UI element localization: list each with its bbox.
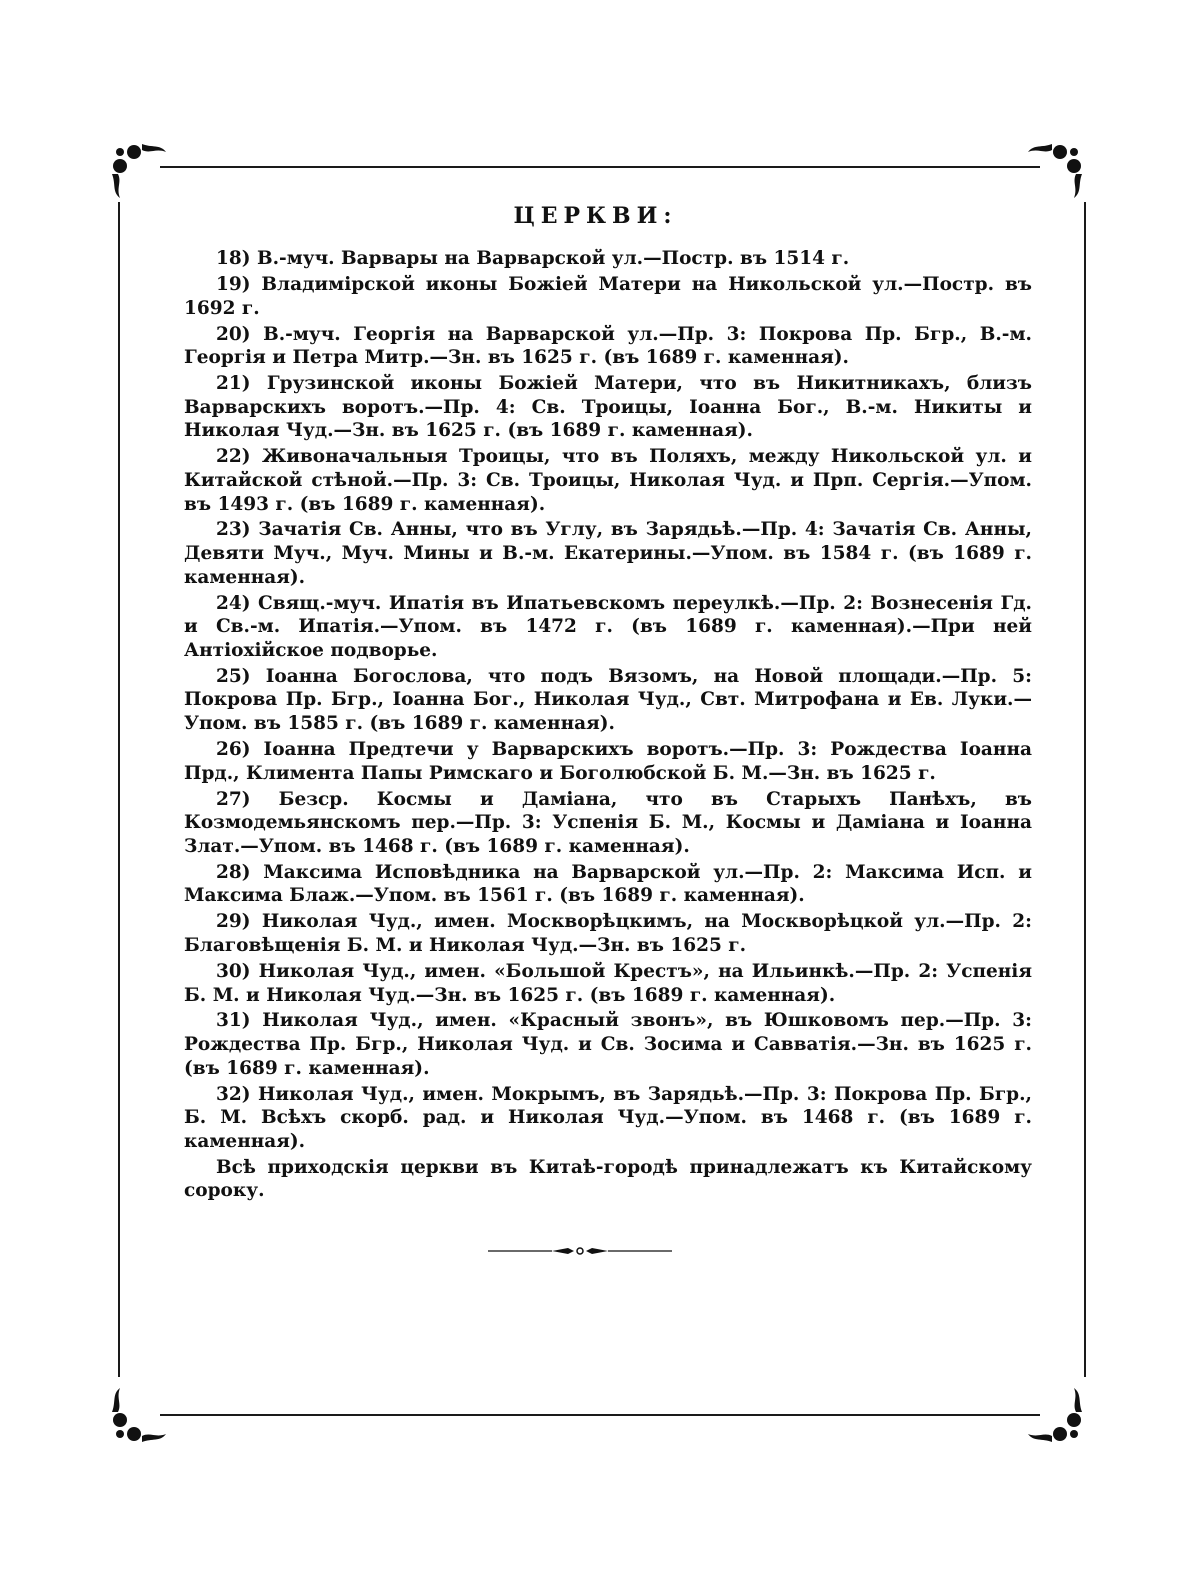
list-item: 20) В.-муч. Георгія на Варварской ул.—Пр. 3: Покрова Пр. Бгр., В.-м. Георгія и Петра Митр.—Зн. въ 1625 г. (въ 1689 г. каменная). <box>184 323 1032 369</box>
list-item: 21) Грузинской иконы Божіей Матери, что въ Никитникахъ, близъ Варварскихъ воротъ.—Пр. 4: Св. Троицы, Іоанна Бог., В.-м. Никиты и Николая Чуд.—Зн. въ 1625 г. (въ 1689 г. каменная). <box>184 373 1032 442</box>
list-item: 28) Максима Исповѣдника на Варварской ул.—Пр. 2: Максима Исп. и Максима Блаж.—Упом. въ 1561 г. (въ 1689 г. каменная). <box>184 861 1032 907</box>
list-item: 18) В.-муч. Варвары на Варварской ул.—Постр. въ 1514 г. <box>216 248 850 269</box>
list-item: 19) Владимірской иконы Божіей Матери на Никольской ул.—Постр. въ 1692 г. <box>184 273 1032 319</box>
list-item: 26) Іоанна Предтечи у Варварскихъ воротъ.—Пр. 3: Рождества Іоанна Прд., Климента Папы Римскаго и Боголюбской Б. М.—Зн. въ 1625 г. <box>184 739 1032 784</box>
frame-left-border <box>118 202 120 1377</box>
divider-ornament-icon <box>488 1244 672 1258</box>
corner-ornament-top-left-icon <box>106 138 170 202</box>
list-item: 31) Николая Чуд., имен. «Красный звонъ», въ Юшковомъ пер.—Пр. 3: Рождества Пр. Бгр., Николая Чуд. и Св. Зосима и Савватія.—Зн. въ 1625 г. (въ 1689 г. каменная). <box>184 1010 1032 1079</box>
page-title: ЦЕРКВИ: <box>513 203 678 229</box>
church-list <box>184 247 1032 1203</box>
corner-ornament-bottom-left-icon <box>106 1384 170 1448</box>
list-item: 30) Николая Чуд., имен. «Большой Крестъ», на Ильинкѣ.—Пр. 2: Успенія Б. М. и Николая Чуд.—Зн. въ 1625 г. (въ 1689 г. каменная). <box>184 960 1032 1006</box>
closing-note: Всѣ приходскія церкви въ Китаѣ-городѣ принадлежатъ къ Китайскому сороку. <box>184 1156 1032 1202</box>
list-item: 27) Безср. Космы и Даміана, что въ Старыхъ Панѣхъ, въ Козмодемьянскомъ пер.—Пр. 3: Успенія Б. М., Космы и Даміана и Іоанна Злат.—Упом. въ 1468 г. (въ 1689 г. каменная). <box>184 788 1032 857</box>
corner-ornament-top-right-icon <box>1024 138 1088 202</box>
list-item: 32) Николая Чуд., имен. Мокрымъ, въ Зарядьѣ.—Пр. 3: Покрова Пр. Бгр., Б. М. Всѣхъ скорб. рад. и Николая Чуд.—Упом. въ 1468 г. (въ 1689 г. каменная). <box>184 1083 1032 1152</box>
frame-top-border <box>160 166 1040 168</box>
corner-ornament-bottom-right-icon <box>1024 1384 1088 1448</box>
list-item: 25) Іоанна Богослова, что подъ Вязомъ, на Новой площади.—Пр. 5: Покрова Пр. Бгр., Іоанна Бог., Николая Чуд., Свт. Митрофана и Ев. Луки.—Упом. въ 1585 г. (въ 1689 г. каменная). <box>184 665 1032 735</box>
list-item: 29) Николая Чуд., имен. Москворѣцкимъ, на Москворѣцкой ул.—Пр. 2: Благовѣщенія Б. М. и Николая Чуд.—Зн. въ 1625 г. <box>184 911 1032 956</box>
list-item: 23) Зачатія Св. Анны, что въ Углу, въ Зарядьѣ.—Пр. 4: Зачатія Св. Анны, Девяти Муч., Муч. Мины и В.-м. Екатерины.—Упом. въ 1584 г. (въ 1689 г. каменная). <box>184 519 1032 588</box>
frame-right-border <box>1084 202 1086 1377</box>
list-item: 22) Живоначальныя Троицы, что въ Поляхъ, между Никольской ул. и Китайской стѣной.—Пр. 3: Св. Троицы, Николая Чуд. и Прп. Сергія.—Упом. въ 1493 г. (въ 1689 г. каменная). <box>184 446 1032 515</box>
list-item: 24) Свящ.-муч. Ипатія въ Ипатьевскомъ переулкѣ.—Пр. 2: Вознесенія Гд. и Св.-м. Ипатія.—Упом. въ 1472 г. (въ 1689 г. каменная).—При ней Антіохійское подворье. <box>184 592 1032 661</box>
frame-bottom-border <box>160 1414 1040 1416</box>
